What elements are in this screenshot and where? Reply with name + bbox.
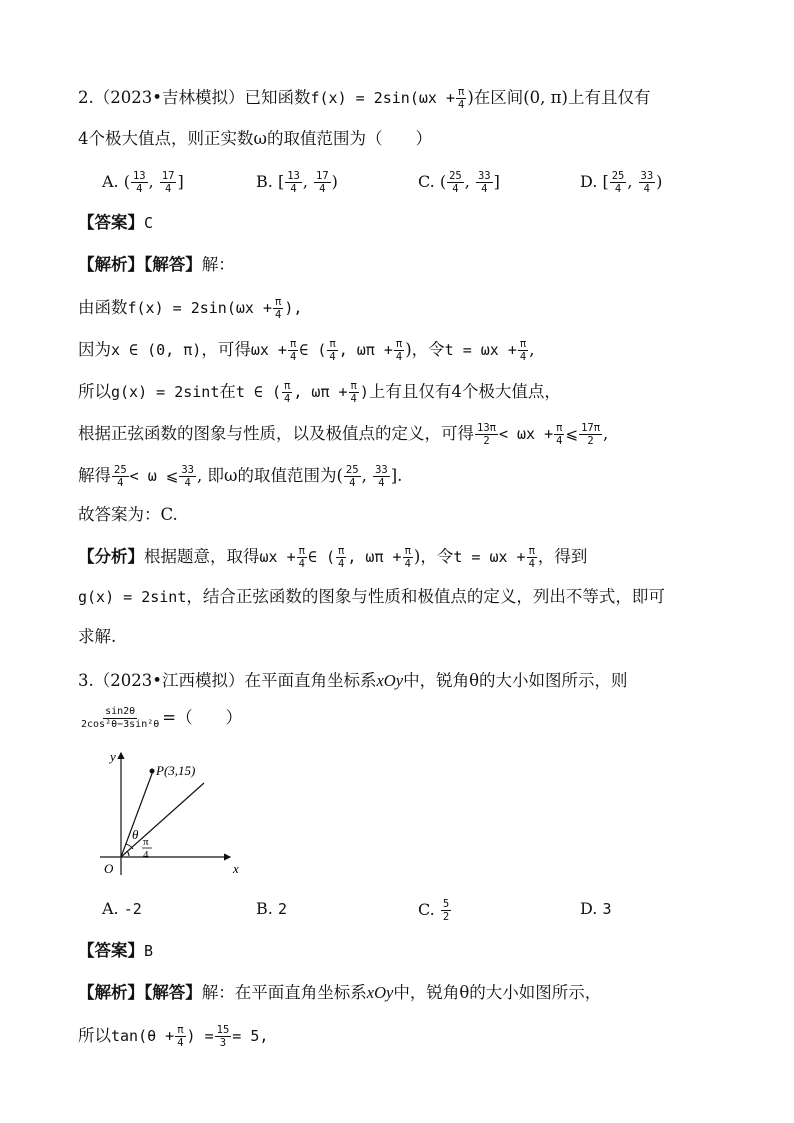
angle-arc-pi4 [127, 851, 129, 856]
q2-analysis-line5: 解得 $\frac{25}{4}$ < ω ⩽ $\frac{33}{4}$ , 即ω的取值范围为( $\frac{25}{4}$ , $\frac{33}{4}$ ]. [78, 464, 403, 489]
q2-summary-line2: g(x) = 2sint，结合正弦函数的图象与性质和极值点的定义，列出不等式，即可 [78, 587, 665, 606]
q2-function: f(x) = 2sin(ωx + [310, 89, 455, 107]
q2-analysis-line4: 根据正弦函数的图象与性质，以及极值点的定义，可得 $\frac{13\pi}{2}$ < ωx + $\frac{\pi}{4}$ ⩽ $\frac{17\pi}{2}$ , [78, 422, 609, 447]
q2-analysis-head: 【解析】【解答】解： [78, 255, 235, 274]
q2-summary-line1: 【分析】根据题意，取得ωx + $\frac{\pi}{4}$ ∈ ( $\frac{\pi}{4}$ , ωπ + $\frac{\pi}{4}$ )，令t = ωx + $\frac{\pi}{4}$ ，得到 [78, 545, 588, 570]
q2-source: （2023•吉林模拟） [93, 88, 245, 107]
q2-stem-line1 [78, 86, 650, 111]
answer-tag: 【答案】 [78, 213, 144, 232]
q2-option-b[interactable]: B. [ $\frac{13}{4}$ , $\frac{17}{4}$ ) [256, 170, 338, 195]
q3-analysis-line2: 所以tan(θ + $\frac{\pi}{4}$ ) = $\frac{15}{3}$ = 5, [78, 1024, 269, 1049]
x-axis-label: x [233, 861, 239, 876]
q2-analysis-line1: 由函数f(x) = 2sin(ωx + $\frac{\pi}{4}$ ), [78, 296, 303, 321]
y-axis-label: y [110, 749, 116, 764]
q3-option-a[interactable]: A. -2 [102, 899, 142, 918]
q2-number: 2. [78, 88, 94, 107]
point-p [150, 769, 155, 774]
q2-option-d[interactable]: D. [ $\frac{25}{4}$ , $\frac{33}{4}$ ) [580, 170, 663, 195]
summary-tag: 【分析】 [78, 547, 144, 566]
q2-final-answer: 故答案为：C. [78, 505, 178, 524]
q2-stem-text: 已知函数 [244, 88, 311, 107]
q3-answer: 【答案】B [78, 941, 154, 960]
answer-value: C [144, 214, 154, 232]
q3-number: 3. [78, 671, 94, 690]
q2-option-c[interactable]: C. ( $\frac{25}{4}$ , $\frac{33}{4}$ ] [418, 170, 500, 195]
q2-analysis-line2: 因为x ∈ (0, π)，可得ωx + $\frac{\pi}{4}$ ∈ ( $\frac{\pi}{4}$ , ωπ + $\frac{\pi}{4}$ )，令t = ωx + $\frac{\pi}{4}$ , [78, 338, 535, 363]
four-label: 4 [143, 849, 149, 861]
q3-option-d[interactable]: D. 3 [580, 899, 612, 918]
pi-label: π [143, 836, 149, 848]
q2-stem-text-2: )在区间(0, π)上有且仅有 [467, 88, 651, 107]
point-label: P(3,15) [156, 763, 196, 778]
q3-option-c[interactable]: C. $\frac{5}{2}$ [418, 898, 450, 923]
analysis-tag: 【解析】【解答】 [78, 255, 202, 274]
q3-option-b[interactable]: B. 2 [256, 899, 287, 918]
q2-summary-line3: 求解. [78, 627, 117, 646]
coordinate-figure [96, 747, 246, 879]
pi-over-4: $\frac{\pi}{4}$ [457, 86, 465, 111]
q2-answer [78, 212, 153, 234]
q3-source: （2023•江西模拟） [93, 671, 245, 690]
q3-expression: $\frac{\sin 2\theta}{\text{2cos²θ−3sin²θ}}$ [81, 706, 160, 730]
q2-analysis-line3: 所以g(x) = 2sint在t ∈ ( $\frac{\pi}{4}$ , ωπ + $\frac{\pi}{4}$ )上有且仅有4个极大值点， [78, 380, 561, 405]
q3-analysis-line1: 【解析】【解答】解：在平面直角坐标系xOy中，锐角θ的大小如图所示， [78, 983, 602, 1002]
theta-label: θ [132, 827, 139, 842]
q3-stem-line2: $\frac{\sin 2\theta}{\text{2cos²θ−3sin²θ}}$ =（ ） [81, 706, 243, 730]
ray-pi-over-4 [121, 783, 204, 857]
q2-stem-line2: 4个极大值点，则正实数ω的取值范围为（ ） [78, 129, 432, 148]
origin-label: O [104, 861, 114, 876]
q3-stem-line1: 3.（2023•江西模拟）在平面直角坐标系xOy中，锐角θ的大小如图所示，则 [78, 671, 628, 690]
q2-option-a[interactable]: A. ( $\frac{13}{4}$ , $\frac{17}{4}$ ] [102, 170, 184, 195]
